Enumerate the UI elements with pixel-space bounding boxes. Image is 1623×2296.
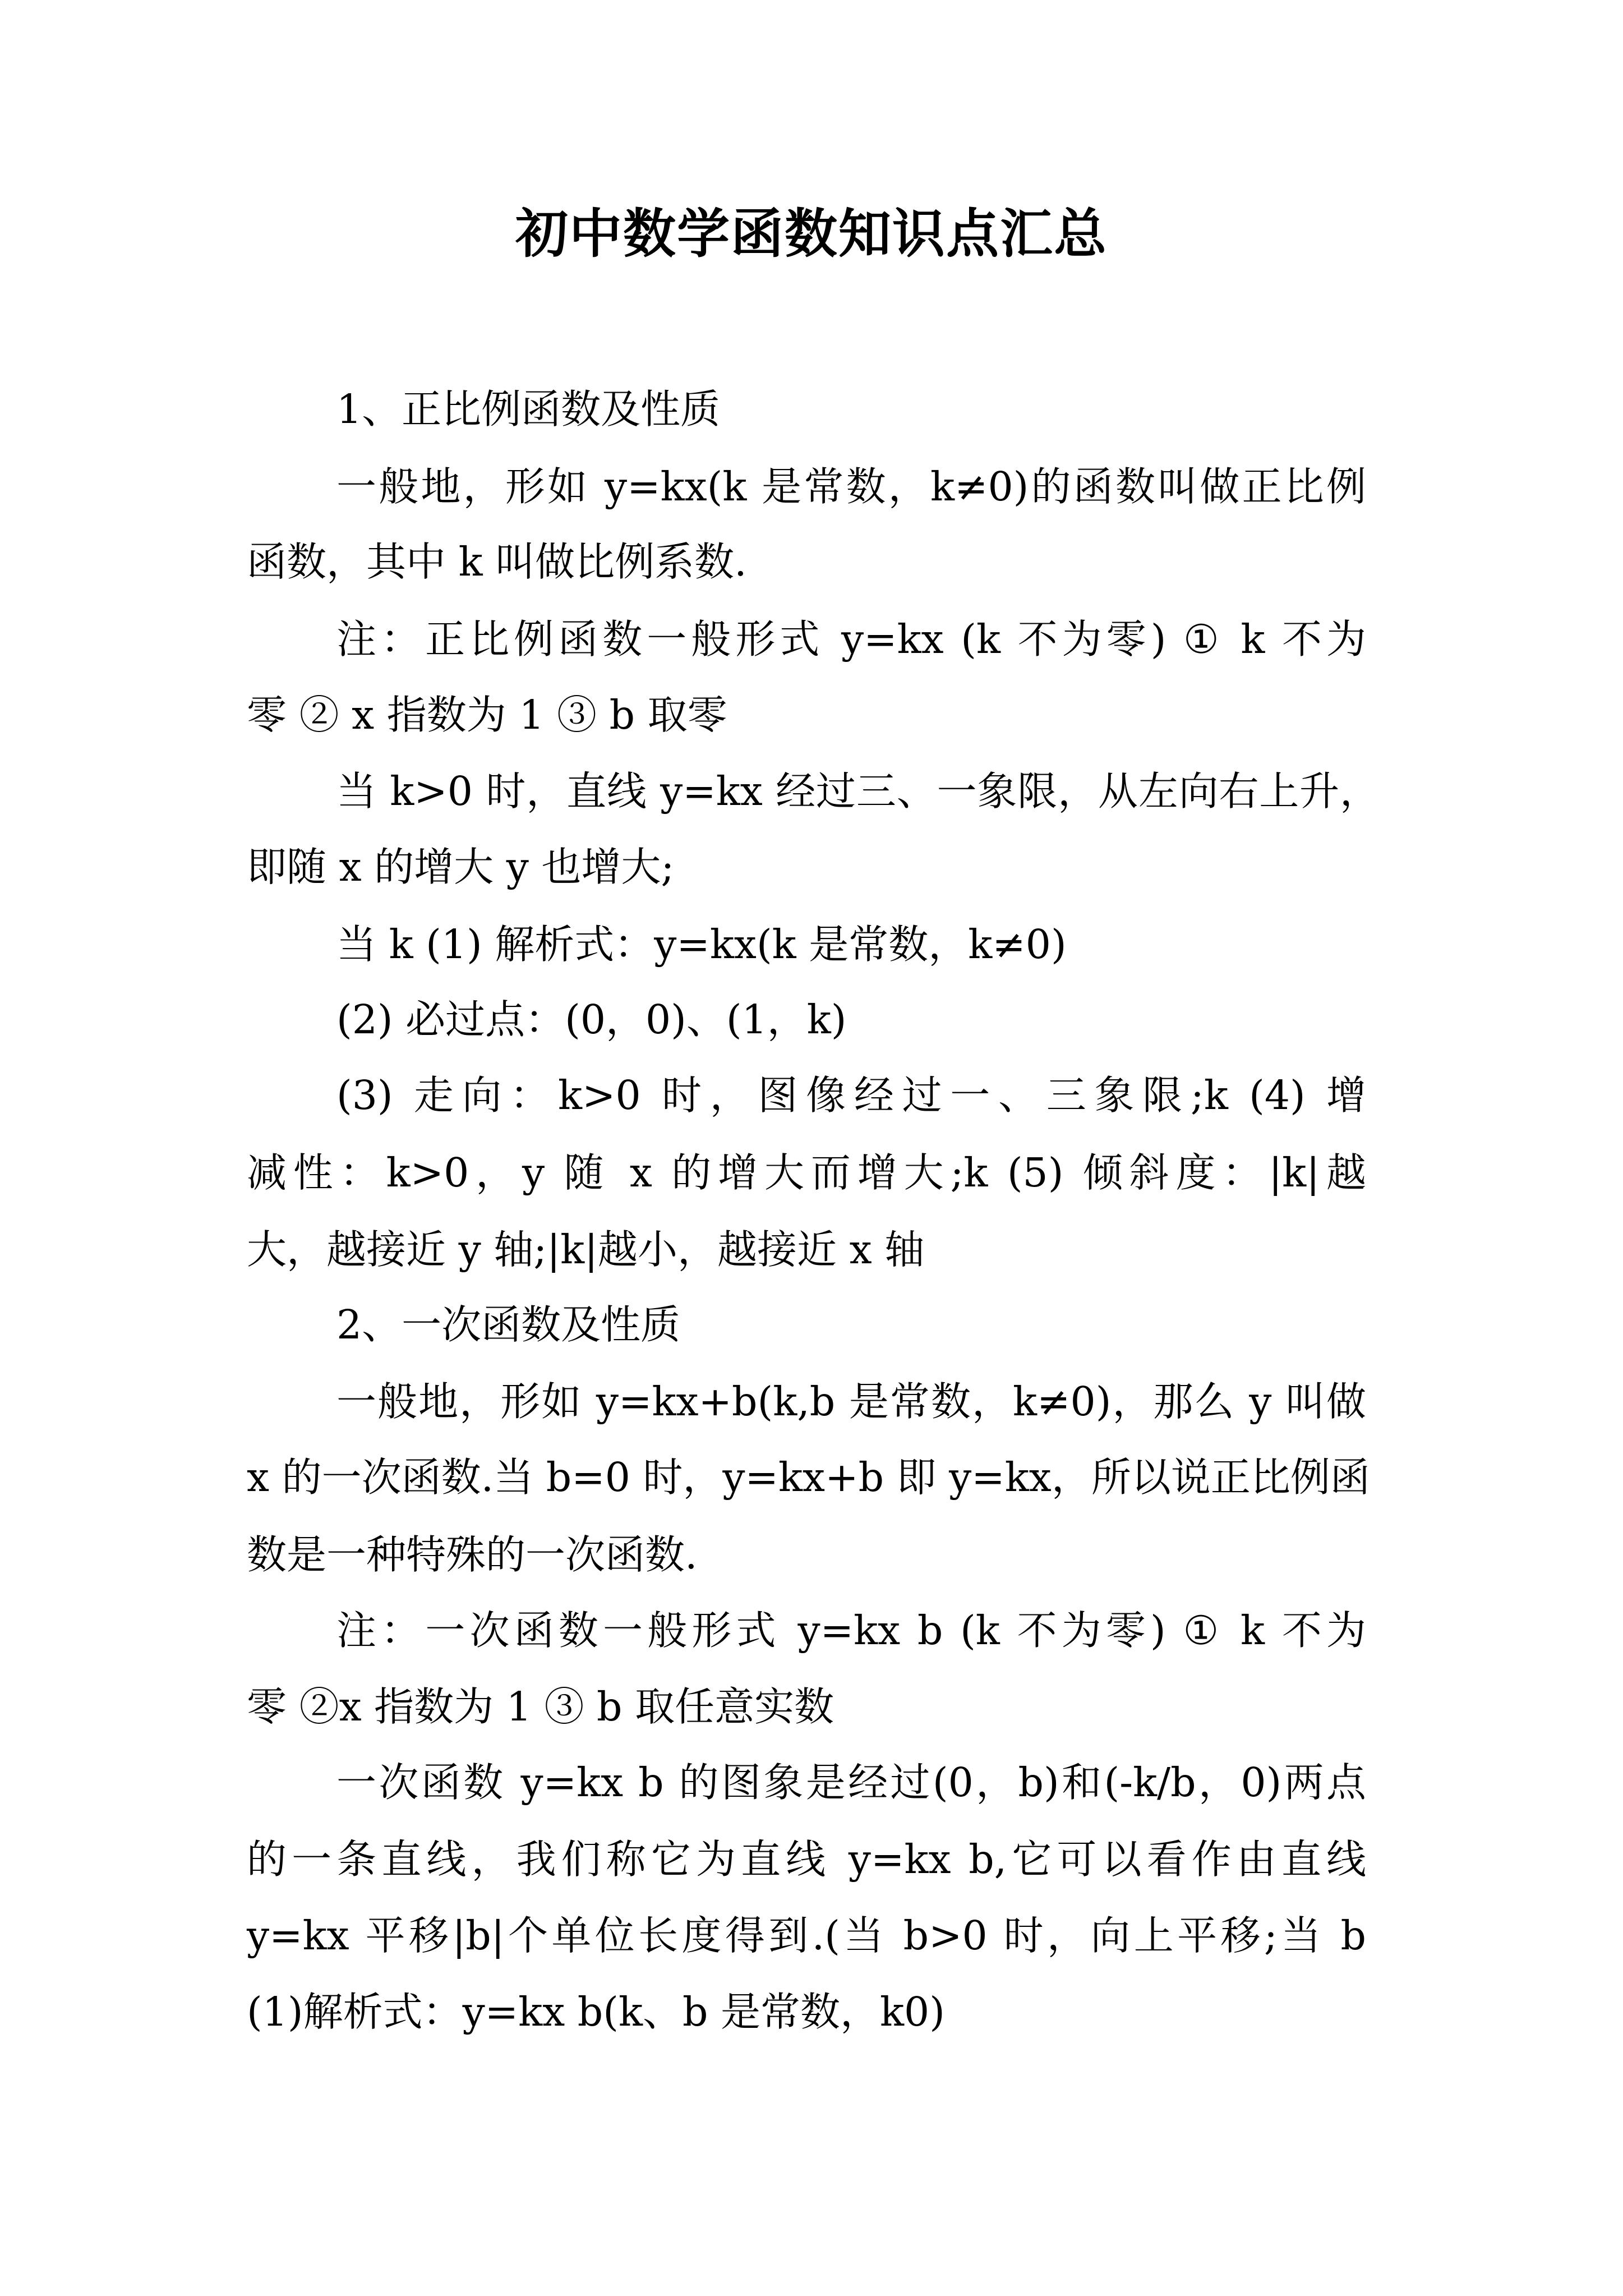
paragraph-line: 的一条直线，我们称它为直线 y=kx b,它可以看作由直线 [247,1836,1366,1883]
paragraph-line: (2) 必过点：(0，0)、(1，k) [336,996,847,1043]
paragraph-line: 零 ②x 指数为 1 ③ b 取任意实数 [247,1683,834,1730]
document-title: 初中数学函数知识点汇总 [515,203,1108,265]
paragraph-line: 一次函数 y=kx b 的图象是经过(0，b)和(-k/b，0)两点 [336,1759,1366,1806]
paragraph-line: 注：正比例函数一般形式 y=kx (k 不为零) ① k 不为 [336,616,1366,662]
paragraph-line: (1)解析式：y=kx b(k、b 是常数，k0) [247,1989,945,2035]
paragraph-line: 减性：k>0，y 随 x 的增大而增大;k (5) 倾斜度：|k|越 [247,1149,1366,1196]
paragraph-line: (3) 走向：k>0 时，图像经过一、三象限;k (4) 增 [336,1072,1366,1119]
paragraph-line: 大，越接近 y 轴;|k|越小，越接近 x 轴 [247,1226,925,1273]
paragraph-line: 数是一种特殊的一次函数. [247,1531,698,1578]
paragraph-line: 零 ② x 指数为 1 ③ b 取零 [247,692,727,738]
paragraph-line: y=kx 平移|b|个单位长度得到.(当 b>0 时，向上平移;当 b [247,1912,1366,1959]
paragraph-line: 函数，其中 k 叫做比例系数. [247,539,747,585]
paragraph-line: 当 k>0 时，直线 y=kx 经过三、一象限，从左向右上升， [336,768,1380,815]
section-heading-2: 2、一次函数及性质 [336,1301,681,1348]
paragraph-line: 一般地，形如 y=kx+b(k,b 是常数，k≠0)，那么 y 叫做 [336,1378,1366,1425]
paragraph-line: 即随 x 的增大 y 也增大; [247,844,675,890]
paragraph-line: 当 k (1) 解析式：y=kx(k 是常数，k≠0) [336,921,1067,968]
paragraph-line: 一般地，形如 y=kx(k 是常数，k≠0)的函数叫做正比例 [336,463,1366,510]
paragraph-line: x 的一次函数.当 b=0 时，y=kx+b 即 y=kx，所以说正比例函 [247,1454,1370,1501]
paragraph-line: 注：一次函数一般形式 y=kx b (k 不为零) ① k 不为 [336,1607,1366,1654]
section-heading-1: 1、正比例函数及性质 [336,386,721,432]
